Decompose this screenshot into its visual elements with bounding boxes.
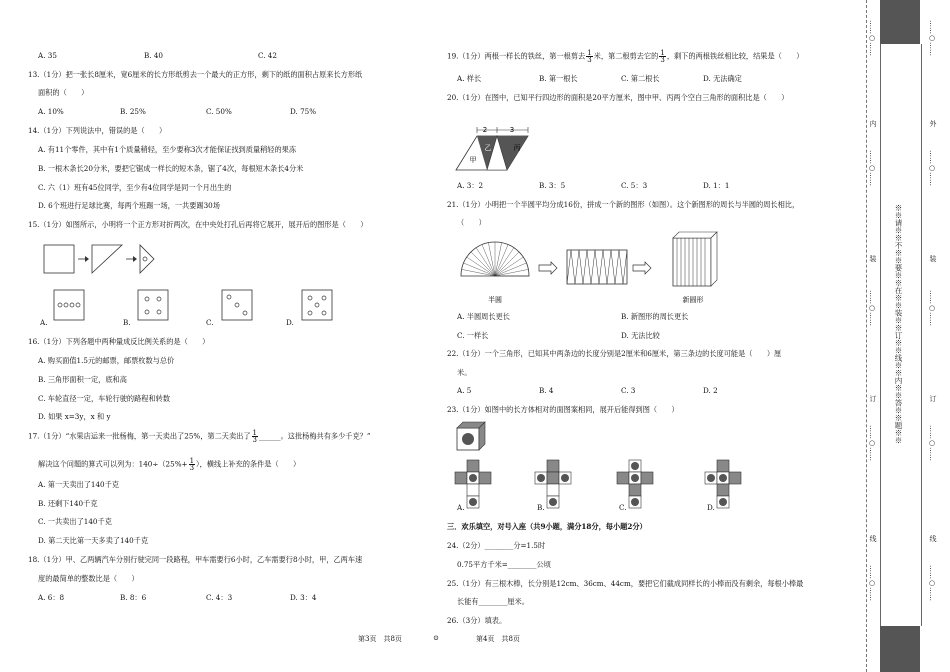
q15-option-c[interactable]: C. <box>206 318 214 327</box>
q17-fraction: $\frac{1}{3}$ <box>252 429 257 444</box>
section-3-heading: 三．欢乐填空，对号入座（共9小题，满分18分，每小题2分） <box>447 522 647 531</box>
q20-option-a[interactable]: A. 3：2 <box>457 181 484 190</box>
q19-option-d[interactable]: D. 无法确定 <box>703 74 742 83</box>
q16-option-a[interactable]: A. 购买面值1.5元的邮票，邮票枚数与总价 <box>38 356 175 365</box>
outer-mark-4: 装 <box>929 255 937 262</box>
q16-option-c[interactable]: C. 车轮直径一定，车轮行驶的路程和转数 <box>38 394 171 403</box>
left-page-number: 第3页 共8页 <box>358 635 402 643</box>
q13-stem: 13.（1分）把一张长8厘米，宽6厘米的长方形纸剪去一个最大的正方形，剩下的纸的面积占原来长方形纸 <box>28 70 363 79</box>
q13-option-c[interactable]: C. 50% <box>206 107 232 116</box>
q15-folding-figure <box>42 238 182 282</box>
inner-mark-7: ……○…… <box>868 425 876 461</box>
outer-mark-5: ……○…… <box>928 290 936 326</box>
q17-stem: 17.（1分）“水果店运来一批杨梅，第一天卖出了25%，第二天卖出了 $\frac{1}{3}$ ______。这批杨梅共有多少千克？” <box>28 429 371 444</box>
q12-option-a[interactable]: A. 35 <box>38 51 57 60</box>
q23-option-a[interactable]: A. <box>457 503 465 512</box>
q25-stem-cont: 长能有________厘米。 <box>457 597 529 606</box>
q14-option-d[interactable]: D. 6个班进行足球比赛，每两个班踢一场，一共要踢30场 <box>38 201 220 210</box>
q23-option-c[interactable]: C. <box>619 503 627 512</box>
q21-label-new-shape: 新圆形 <box>682 296 704 304</box>
q19-fraction-2: $\frac{1}{3}$ <box>660 49 665 64</box>
q25-stem: 25.（1分）有三根木棒，长分别是12cm、36cm、44cm，要把它们截成同样长的小棒而没有剩余，每根小棒最 <box>447 579 804 588</box>
q17-formula-fraction: $\frac{1}{3}$ <box>189 457 195 472</box>
q14-option-b[interactable]: B. 一根木条长20分米，要把它锯成一样长的短木条，锯了4次，每根短木条长4分米 <box>38 164 304 173</box>
q21-option-d[interactable]: D. 无法比较 <box>621 331 660 340</box>
q20-top-right-length: 3 <box>509 126 515 134</box>
q26-stem: 26.（3分）填表。 <box>447 616 507 625</box>
outer-mark-1: ……○…… <box>928 20 936 56</box>
q21-new-shape <box>673 232 717 286</box>
inner-mark-9: ……○…… <box>868 565 876 601</box>
q21-stem-cont: （ ） <box>457 218 486 227</box>
q23-cube <box>457 422 485 450</box>
q19-stem: 19.（1分）两根一样长的铁丝，第一根剪去 $\frac{1}{3}$ 米，第二根剪去它的 $\frac{1}{3}$ ，剩下的两根铁丝相比较，结果是（ ） <box>447 49 804 64</box>
inner-mark-5: ……○…… <box>868 290 876 326</box>
q20-label-yi: 乙 <box>484 144 492 152</box>
q17-formula: 解决这个问题的算式可以列为：140÷（25%+ $\frac{1}{3}$ ），横线上补充的条件是（ ） <box>38 457 301 472</box>
q20-label-bing: 丙 <box>513 144 521 152</box>
q20-top-left-length: 2 <box>482 126 488 134</box>
q17-option-d[interactable]: D. 第二天比第一天多卖了140千克 <box>38 536 149 545</box>
q22-option-a[interactable]: A. 5 <box>457 386 472 395</box>
q22-option-b[interactable]: B. 4 <box>539 386 554 395</box>
inner-mark-1: ……○…… <box>868 20 876 56</box>
q18-option-d[interactable]: D. 3：4 <box>290 593 317 602</box>
do-not-answer-warning: ※※请※※不※※要※※在※※装※※订※※线※※内※※答※※题※※ <box>894 204 903 444</box>
q19-option-c[interactable]: C. 第二根长 <box>621 74 660 83</box>
q14-option-a[interactable]: A. 有11个零件，其中有1个质量稍轻，至少要称3次才能保证找到质量稍轻的果冻 <box>38 145 297 154</box>
q21-option-b[interactable]: B. 新图形的周长更长 <box>621 312 689 321</box>
q20-label-jia: 甲 <box>469 156 477 164</box>
q21-label-semicircle: 半圆 <box>488 296 502 304</box>
inner-mark-8: 线 <box>869 535 877 542</box>
q21-zigzag-shape <box>567 250 627 284</box>
q20-parallelogram-figure <box>451 124 541 174</box>
q18-stem: 18.（1分）甲、乙两辆汽车分别行驶完同一段路程，甲车需要行6小时，乙车需要行8小时，甲，乙两车速 <box>28 555 363 564</box>
outer-mark-3: ……○…… <box>928 150 936 186</box>
q18-option-c[interactable]: C. 4：3 <box>206 593 233 602</box>
q24-line-2: 0.75平方千米=________公顷 <box>457 560 551 569</box>
q22-option-d[interactable]: D. 2 <box>703 386 718 395</box>
q23-net-a <box>455 460 491 508</box>
q17-option-a[interactable]: A. 第一天卖出了140千克 <box>38 480 119 489</box>
q22-stem-cont: 米。 <box>457 368 472 377</box>
inner-mark-2: 内 <box>869 120 877 127</box>
q17-option-b[interactable]: B. 还剩下140千克 <box>38 499 98 508</box>
right-page-number: 第4页 共8页 <box>476 635 520 643</box>
q19-fraction-1: $\frac{1}{3}$ <box>587 49 592 64</box>
q19-option-a[interactable]: A. 样长 <box>457 74 482 83</box>
q24-line-1: 24.（2分）________分=1.5时 <box>447 541 546 550</box>
top-gray-band <box>880 0 920 44</box>
q22-option-c[interactable]: C. 3 <box>621 386 636 395</box>
q16-stem: 16.（1分）下列各题中两种量成反比例关系的是（ ） <box>28 337 210 346</box>
q20-option-d[interactable]: D. 1：1 <box>703 181 730 190</box>
q14-option-c[interactable]: C. 六（1）班有45位同学，至少有4位同学是同一个月出生的 <box>38 183 232 192</box>
inner-mark-3: ……○…… <box>868 150 876 186</box>
outer-mark-8: 线 <box>929 535 937 542</box>
q20-stem: 20.（1分）在图中，已知平行四边形的面积是20平方厘米，图中甲、丙两个空白三角形的面积比是（ ） <box>447 93 789 102</box>
q21-semicircle <box>461 242 529 276</box>
q17-option-c[interactable]: C. 一共卖出了140千克 <box>38 517 112 526</box>
q20-option-b[interactable]: B. 3：5 <box>539 181 566 190</box>
inner-mark-4: 装 <box>869 255 877 262</box>
q16-option-b[interactable]: B. 三角形面积一定，底和高 <box>38 375 127 384</box>
q21-semicircle-figure <box>453 228 733 310</box>
q15-option-a[interactable]: A. <box>40 318 48 327</box>
bottom-gray-band <box>880 626 920 672</box>
q16-option-d[interactable]: D. 如果 x=3y，x 和 y <box>38 412 111 421</box>
q23-stem: 23.（1分）如图中的长方体相对的面图案相同，展开后能得到图（ ） <box>447 405 679 414</box>
q15-option-b[interactable]: B. <box>123 318 131 327</box>
q19-option-b[interactable]: B. 第一根长 <box>539 74 578 83</box>
q21-stem: 21.（1分）小明把一个半圆平均分成16份，拼成一个新的图形（如图）。这个新图形的周长与半圆的周长相比， <box>447 200 800 209</box>
q13-option-a[interactable]: A. 10% <box>38 107 64 116</box>
q23-net-d <box>705 460 741 508</box>
q23-net-c <box>617 460 653 508</box>
q18-option-b[interactable]: B. 8：6 <box>120 593 147 602</box>
outer-mark-7: ……○…… <box>928 425 936 461</box>
q23-net-b <box>535 460 571 508</box>
q21-option-a[interactable]: A. 半圆周长更长 <box>457 312 510 321</box>
outer-mark-2: 外 <box>929 120 937 127</box>
binding-separator-line <box>866 0 867 672</box>
page-center-mark: ⊙ <box>433 634 439 642</box>
outer-mark-9: ……○…… <box>928 565 936 601</box>
q14-stem: 14.（1分）下列说法中，错误的是（ ） <box>28 126 167 135</box>
q12-option-b[interactable]: B. 40 <box>144 51 163 60</box>
q13-option-b[interactable]: B. 25% <box>120 107 146 116</box>
inner-mark-6: 订 <box>869 395 877 402</box>
q21-option-c[interactable]: C. 一样长 <box>457 331 489 340</box>
q20-option-c[interactable]: C. 5：3 <box>621 181 648 190</box>
q18-stem-cont: 度的最简单的整数比是（ ） <box>38 574 139 583</box>
q23-cube-figures <box>453 420 813 516</box>
q13-stem-cont: 面积的（ ） <box>38 88 89 97</box>
q18-option-a[interactable]: A. 6：8 <box>38 593 65 602</box>
q22-stem: 22.（1分）一个三角形，已知其中两条边的长度分别是2厘米和6厘米，第三条边的长度可能是（ ）厘 <box>447 349 782 358</box>
outer-mark-6: 订 <box>929 395 937 402</box>
q15-option-d[interactable]: D. <box>286 318 294 327</box>
q12-option-c[interactable]: C. 42 <box>258 51 277 60</box>
binding-margin <box>868 0 950 672</box>
q13-option-d[interactable]: D. 75% <box>290 107 317 116</box>
q23-option-d[interactable]: D. <box>707 503 715 512</box>
q15-stem: 15.（1分）如图所示，小明将一个正方形对折两次，在中央处打孔后再将它展开，展开后的图形是（ ） <box>28 220 368 229</box>
q23-option-b[interactable]: B. <box>537 503 545 512</box>
